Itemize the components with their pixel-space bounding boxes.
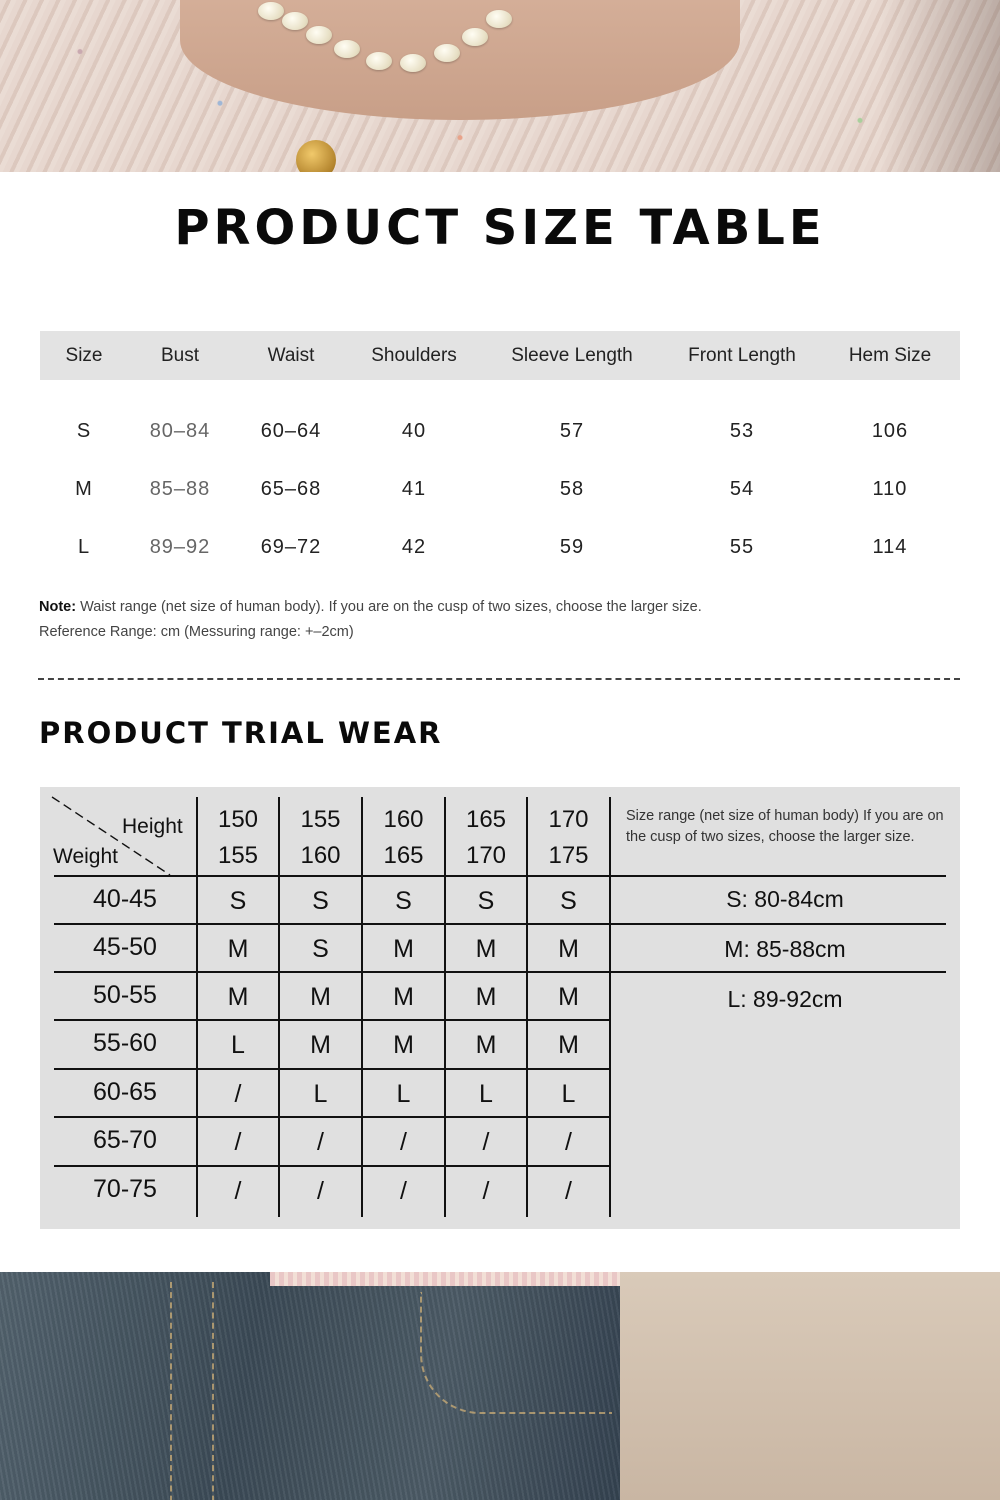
size-cell: / xyxy=(565,1128,572,1156)
size-cell: / xyxy=(400,1128,407,1156)
table-cell: 54 xyxy=(729,478,755,500)
header-size: Size xyxy=(65,345,103,366)
table-cell: 59 xyxy=(559,536,585,558)
size-cell: L xyxy=(561,1080,576,1108)
note-label: Note: xyxy=(39,599,77,615)
size-cell: M xyxy=(475,1031,497,1059)
table-cell: L xyxy=(77,536,91,558)
size-table-title: PRODUCT SIZE TABLE xyxy=(174,200,826,256)
height-col-3: 160 165 xyxy=(383,806,424,869)
reference-range: Reference Range: cm (Messuring range: +–2cm) xyxy=(39,624,354,640)
size-cell: S xyxy=(312,935,329,963)
size-cell: S xyxy=(312,887,329,915)
size-cell: M xyxy=(393,935,414,963)
size-cell: / xyxy=(482,1177,490,1205)
note-text: Waist range (net size of human body). If you are on the cusp of two sizes, choose the larger size. xyxy=(76,599,702,615)
size-cell: L xyxy=(313,1080,328,1108)
product-photo-bottom xyxy=(0,1272,1000,1500)
size-cell: L xyxy=(231,1031,245,1059)
size-cell: M xyxy=(310,1031,331,1059)
header-front-length: Front Length xyxy=(688,345,796,366)
table-cell: 41 xyxy=(401,478,427,500)
header-waist: Waist xyxy=(267,345,315,366)
table-cell: 106 xyxy=(871,420,909,442)
range-m: M: 85-88cm xyxy=(724,936,846,962)
size-cell: M xyxy=(393,1031,414,1059)
sweater-hem xyxy=(270,1272,630,1286)
size-cell: S xyxy=(477,887,495,915)
range-l: L: 89-92cm xyxy=(727,986,843,1012)
size-cell: S xyxy=(395,887,412,915)
table-cell: 110 xyxy=(872,478,908,500)
size-note xyxy=(39,595,702,645)
section-divider xyxy=(38,678,960,680)
header-shoulders: Shoulders xyxy=(371,345,457,366)
gold-button xyxy=(296,140,336,172)
size-cell: / xyxy=(565,1177,572,1205)
height-col-4: 165 170 xyxy=(465,806,507,869)
header-sleeve-length: Sleeve Length xyxy=(511,345,633,366)
weight-cell: 65-70 xyxy=(93,1126,157,1154)
table-cell: 80–84 xyxy=(149,420,211,442)
weight-label: Weight xyxy=(53,845,118,868)
size-cell: / xyxy=(317,1177,324,1205)
height-label: Height xyxy=(122,815,183,838)
size-cell: M xyxy=(227,935,249,963)
size-cell: / xyxy=(317,1128,324,1156)
size-cell: L xyxy=(479,1080,493,1108)
size-cell: M xyxy=(475,935,497,963)
trial-side-note: Size range (net size of human body) If you are on the cusp of two sizes, choose the larger size. xyxy=(626,808,944,845)
range-s: S: 80-84cm xyxy=(726,886,844,912)
weight-cell: 70-75 xyxy=(93,1175,157,1203)
size-cell: M xyxy=(558,1031,579,1059)
trial-wear-title: PRODUCT TRIAL WEAR xyxy=(39,716,443,750)
table-cell: 114 xyxy=(872,536,908,558)
table-cell: 58 xyxy=(559,478,585,500)
size-cell: M xyxy=(393,983,414,1011)
header-bust: Bust xyxy=(160,345,200,366)
weight-cell: 45-50 xyxy=(93,933,157,961)
size-cell: S xyxy=(229,887,247,915)
table-cell: 55 xyxy=(729,536,755,558)
weight-cell: 60-65 xyxy=(93,1078,157,1106)
weight-cell: 55-60 xyxy=(93,1029,157,1057)
table-cell: 85–88 xyxy=(149,478,211,500)
table-cell: 53 xyxy=(729,420,755,442)
table-cell: 60–64 xyxy=(260,420,322,442)
size-cell: M xyxy=(227,983,249,1011)
size-cell: M xyxy=(310,983,331,1011)
header-hem-size: Hem Size xyxy=(848,345,932,366)
height-col-5: 170 175 xyxy=(548,806,589,869)
weight-cell: 40-45 xyxy=(93,885,157,913)
size-cell: M xyxy=(558,983,579,1011)
size-cell: S xyxy=(560,887,577,915)
table-cell: 69–72 xyxy=(260,536,322,558)
size-cell: M xyxy=(475,983,497,1011)
size-cell: / xyxy=(234,1080,242,1108)
size-cell: L xyxy=(396,1080,411,1108)
size-cell: / xyxy=(400,1177,407,1205)
size-cell: / xyxy=(482,1128,490,1156)
table-cell: 40 xyxy=(401,420,427,442)
table-cell: 89–92 xyxy=(149,536,211,558)
table-cell: 57 xyxy=(559,420,585,442)
table-cell: 65–68 xyxy=(260,478,322,500)
height-col-2: 155 160 xyxy=(300,806,341,869)
table-cell: 42 xyxy=(401,536,427,558)
size-cell: / xyxy=(234,1128,242,1156)
size-cell: / xyxy=(234,1177,242,1205)
weight-cell: 50-55 xyxy=(93,981,157,1009)
height-col-1: 150 155 xyxy=(217,806,259,869)
product-photo-top xyxy=(0,0,1000,172)
table-cell: S xyxy=(76,420,92,442)
background-wall xyxy=(620,1272,1000,1500)
size-cell: M xyxy=(558,935,579,963)
table-cell: M xyxy=(75,478,93,500)
